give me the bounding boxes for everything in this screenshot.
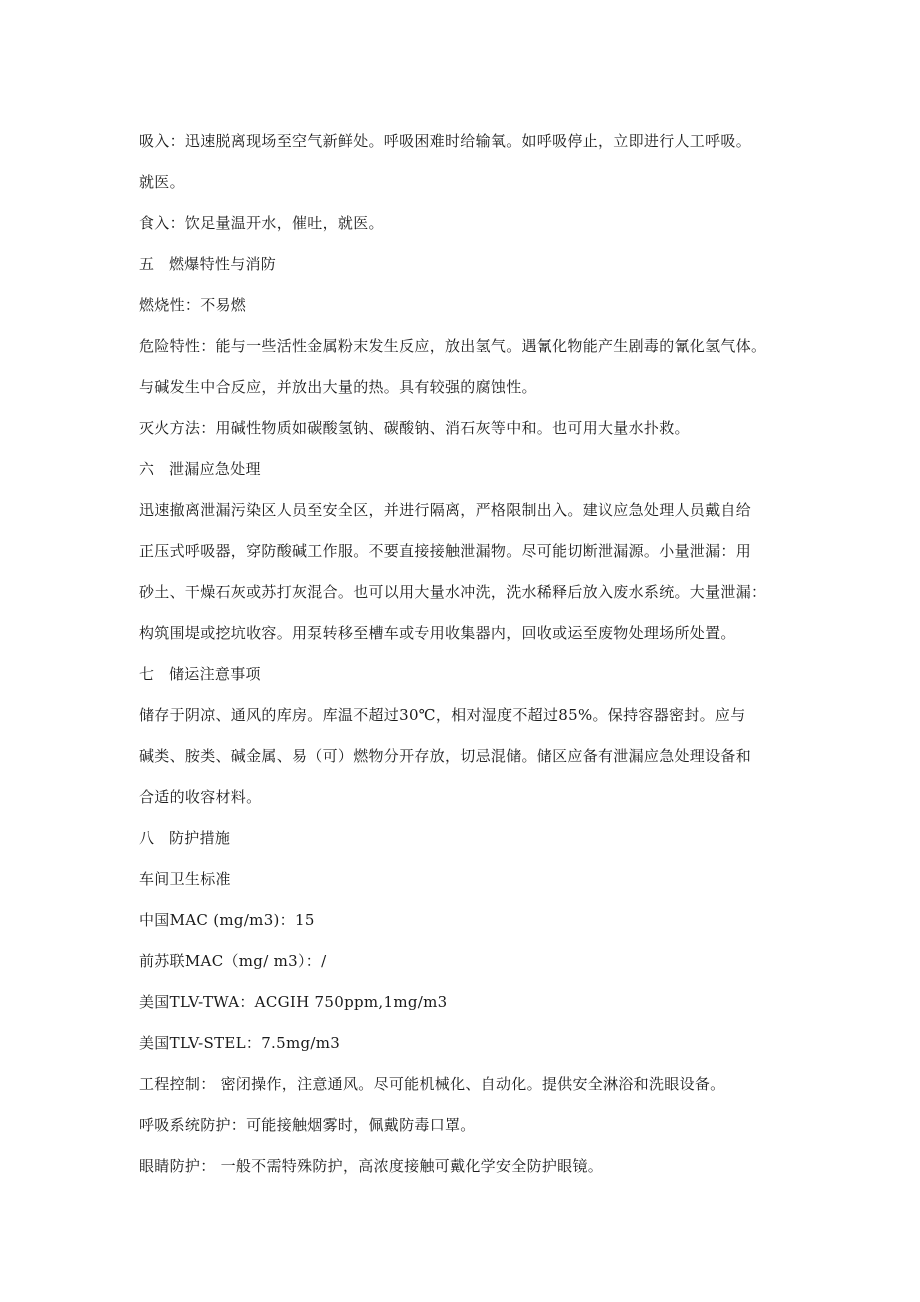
- section-heading: [139, 249, 789, 290]
- section-number: 八: [139, 829, 155, 847]
- section-heading: [139, 823, 789, 864]
- section-number: 五: [139, 255, 155, 273]
- document-body: [139, 126, 789, 1192]
- text-line: 碱类、胺类、碱金属、易（可）燃物分开存放，切忌混储。储区应备有泄漏应急处理设备和: [139, 747, 752, 765]
- text-line: 车间卫生标准: [139, 870, 231, 888]
- section-number: 七: [139, 665, 155, 683]
- section-title: 燃爆特性与消防: [169, 255, 277, 273]
- section-heading: [139, 454, 789, 495]
- section-heading: [139, 659, 789, 700]
- section-title: 防护措施: [169, 829, 231, 847]
- text-line: 就医。: [139, 173, 185, 191]
- text-line: 前苏联MAC（mg/ m3）：/: [139, 952, 327, 970]
- text-line: 砂土、干燥石灰或苏打灰混合。也可以用大量水冲洗，洗水稀释后放入废水系统。大量泄漏：: [139, 583, 767, 601]
- text-line: 合适的收容材料。: [139, 788, 262, 806]
- text-line: 美国TLV-STEL：7.5mg/m3: [139, 1034, 341, 1052]
- text-line: 工程控制： 密闭操作，注意通风。尽可能机械化、自动化。提供安全淋浴和洗眼设备。: [139, 1075, 726, 1093]
- text-line: 危险特性：能与一些活性金属粉末发生反应，放出氢气。遇氰化物能产生剧毒的氰化氢气体。: [139, 337, 767, 355]
- text-line: 储存于阴凉、通风的库房。库温不超过30℃，相对湿度不超过85%。保持容器密封。应与: [139, 706, 746, 724]
- text-line: 正压式呼吸器，穿防酸碱工作服。不要直接接触泄漏物。尽可能切断泄漏源。小量泄漏：用: [139, 542, 752, 560]
- text-line: 灭火方法：用碱性物质如碳酸氢钠、碳酸钠、消石灰等中和。也可用大量水扑救。: [139, 419, 690, 437]
- text-line: 美国TLV-TWA：ACGIH 750ppm,1mg/m3: [139, 993, 448, 1011]
- section-title: 储运注意事项: [169, 665, 261, 683]
- section-title: 泄漏应急处理: [169, 460, 261, 478]
- text-line: 中国MAC (mg/m3)：15: [139, 911, 315, 929]
- text-line: 迅速撤离泄漏污染区人员至安全区，并进行隔离，严格限制出入。建议应急处理人员戴自给: [139, 501, 752, 519]
- text-line: 燃烧性：不易燃: [139, 296, 247, 314]
- text-line: 与碱发生中合反应，并放出大量的热。具有较强的腐蚀性。: [139, 378, 537, 396]
- text-line: 食入：饮足量温开水，催吐，就医。: [139, 214, 384, 232]
- text-line: 眼睛防护： 一般不需特殊防护，高浓度接触可戴化学安全防护眼镜。: [139, 1157, 604, 1175]
- text-line: 构筑围堤或挖坑收容。用泵转移至槽车或专用收集器内，回收或运至废物处理场所处置。: [139, 624, 736, 642]
- section-number: 六: [139, 460, 155, 478]
- text-line: 呼吸系统防护：可能接触烟雾时，佩戴防毒口罩。: [139, 1116, 476, 1134]
- text-line: 吸入：迅速脱离现场至空气新鲜处。呼吸困难时给输氧。如呼吸停止，立即进行人工呼吸。: [139, 132, 752, 150]
